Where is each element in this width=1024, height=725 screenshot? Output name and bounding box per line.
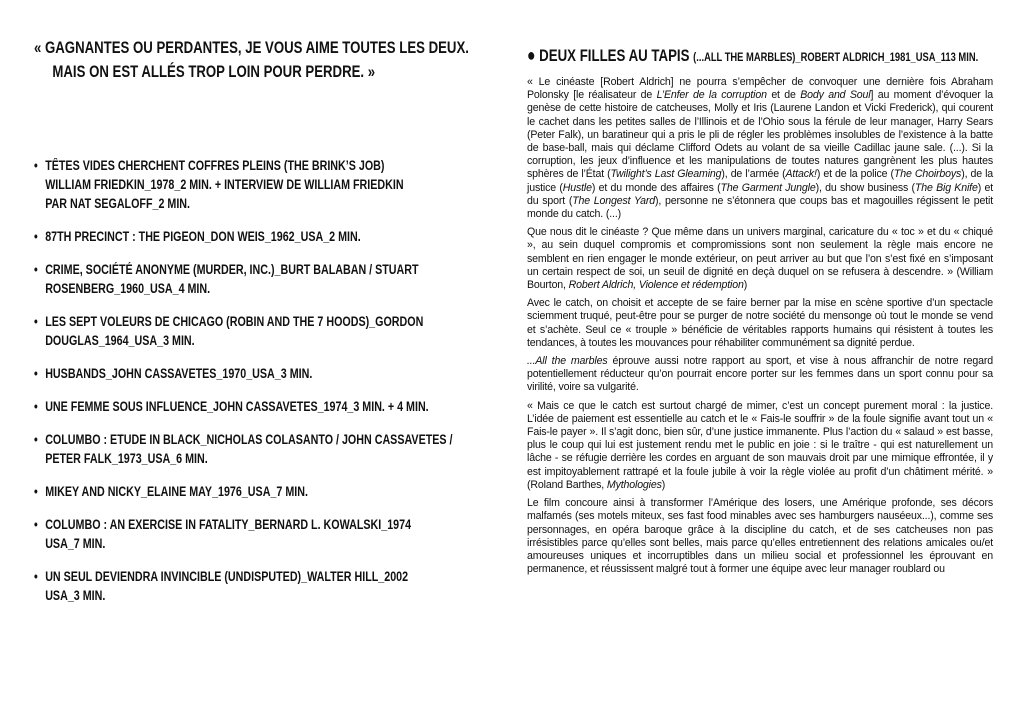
paragraph-4 [527, 355, 993, 395]
paragraph-5 [527, 400, 993, 492]
bullet-icon: • [34, 229, 38, 244]
right-column [527, 44, 993, 581]
bullet-icon: • [34, 366, 38, 381]
film-list-item [34, 515, 517, 553]
text: ), de l’armée ( [721, 168, 786, 181]
feature-title-main: DEUX FILLES AU TAPIS [539, 46, 690, 65]
film-title: L’Enfer de la corruption [656, 89, 767, 102]
book-title: Mythologies [606, 478, 662, 491]
film-line: CRIME, SOCIÉTÉ ANONYME (MURDER, INC.)_BURT BALABAN / STUART [45, 262, 419, 277]
film-line: DOUGLAS_1964_USA_3 MIN. [45, 333, 195, 348]
text: ), du show business ( [815, 181, 915, 194]
film-title: Twilight’s Last Gleaming [610, 168, 722, 181]
quote-line-1: « GAGNANTES OU PERDANTES, JE VOUS AIME TOUTES LES DEUX. [34, 39, 469, 57]
text: éprouve aussi notre rapport au sport, et vise à nous affranchir de notre regard potentiellement réducteur qu’on pourrait encore porter sur les femmes dans un sport connu pour sa virilité, voire sa vulgarité. [527, 355, 993, 394]
paragraph-3: Avec le catch, on choisit et accepte de se faire berner par la mise en scène sportive d’un spectacle sciemment truqué, peut-être pour se purger de notre société du mensonge où tout le monde se vend et s’achète. Seul ce « trouple » bénéficie de véritables rapports humains qui résistent à toutes les tendances, à toutes les mouvances pour réhabiliter communément sa dignité perdue. [527, 297, 993, 349]
film-line: COLUMBO : AN EXERCISE IN FATALITY_BERNARD L. KOWALSKI_1974 [45, 517, 412, 532]
bullet-icon: • [34, 517, 38, 532]
film-list-item [34, 397, 517, 416]
quote-line-2: MAIS ON EST ALLÉS TROP LOIN POUR PERDRE. » [52, 63, 376, 81]
film-list-item [34, 567, 517, 605]
text: Que nous dit le cinéaste ? Que même dans un univers marginal, caricature du « toc » et du « chiqué », au sein duquel compromis et compromissions sont non seulement la règle mais encore ne semblent en rien engager le monde extérieur, on peut arriver au but que l’on s’est fixé en s’imposant un certain respect de soi, un seuil de dignité en deçà duquel on se refusera à descendre. » (William Bourton, [527, 226, 993, 292]
paragraph-1 [527, 76, 993, 221]
bullet-icon: • [34, 158, 38, 173]
film-list-item [34, 364, 517, 383]
text: ) [661, 478, 666, 491]
film-line: COLUMBO : ETUDE IN BLACK_NICHOLAS COLASANTO / JOHN CASSAVETES / [45, 432, 453, 447]
paragraph-2 [527, 226, 993, 292]
bullet-icon: • [34, 399, 38, 414]
film-title: Body and Soul [800, 89, 871, 102]
text: ) [743, 279, 748, 292]
film-list-item [34, 227, 517, 246]
paragraph-6: Le film concoure ainsi à transformer l’Amérique des losers, une Amérique profonde, ses décors malfamés (ses motels miteux, ses fast food minables avec ses hamburgers nauséeux...), comme ses personnages, en opéra baroque grâce à la discipline du catch, et de ses catcheuses non pas irrésistibles parce qu’elles sont belles, mais parce qu’elles entretiennent des relations amicales ou/et amoureuses uniques et incorruptibles dans un milieu social et professionnel les éprouvant en permanence, et réussissent malgré tout à former une équipe avec leur manager roublard ou [527, 497, 993, 576]
text: ) et du monde des affaires ( [591, 181, 721, 194]
text: ] au moment d’évoquer la genèse de cette histoire de catcheuses, Molly et Iris (Laurene Landon et Vicki Frederick), qui courent le cachet dans les petites salles de l’Illinois et de l’Ohio sous la férule de leur manager, Harry Sears (Peter Falk), un baratineur qui a pris le pli de régler les problèmes insolubles de l’existence à la batte de base-ball, mais qui déclame Clifford Odets au volant de sa vieille Cadillac jaune sale. (...). Si la corruption, les jeux d’influence et les manipulations de toutes natures gangrènent les plus hautes sphères de l’État ( [527, 89, 994, 181]
film-list-item [34, 156, 517, 213]
text: « Mais ce que le catch est surtout chargé de mimer, c’est un concept purement moral : la justice. L’idée de paiement est essentielle au catch et le « Fais-le souffrir » de la foule signifie avant tout un « Fais-le payer ». Il s’agit donc, bien sûr, d’une justice immanente. Plus l’action du « salaud » est basse, plus le coup qui lui est justement rendu met le public en joie : si le traître - qui est naturellement un lâche - se réfugie derrière les cordes en arguant de son mauvais droit par une mimique effrontée, il y est impitoyablement rattrapé et la foule jubile à voir la règle violée au profit d’un châtiment mérité. » (Roland Barthes, [527, 399, 993, 491]
film-title: ...All the marbles [527, 355, 608, 368]
film-line: 87TH PRECINCT : THE PIGEON_DON WEIS_1962_USA_2 MIN. [45, 229, 361, 244]
film-title: The Longest Yard [572, 194, 656, 207]
text: « Le cinéaste [Robert Aldrich] ne pourra s’empêcher de convoquer une dernière fois Abraham Polonsky [le réalisateur de [527, 76, 993, 102]
film-line: UNE FEMME SOUS INFLUENCE_JOHN CASSAVETES_1974_3 MIN. + 4 MIN. [45, 399, 429, 414]
bullet-icon: • [34, 262, 38, 277]
feature-title [527, 44, 995, 68]
film-title: The Choirboys [893, 168, 962, 181]
bullet-icon: • [34, 484, 38, 499]
film-title: Attack! [785, 168, 817, 181]
text: et de [766, 89, 801, 102]
film-list [34, 156, 504, 605]
film-title: The Big Knife [914, 181, 978, 194]
book-title: Robert Aldrich, Violence et rédemption [568, 279, 744, 292]
film-title: The Garment Jungle [720, 181, 816, 194]
bullet-icon: • [34, 569, 38, 584]
film-line: ROSENBERG_1960_USA_4 MIN. [45, 281, 211, 296]
bullet-icon: ● [527, 45, 536, 65]
film-list-item [34, 260, 517, 298]
film-line: MIKEY AND NICKY_ELAINE MAY_1976_USA_7 MIN. [45, 484, 308, 499]
text: ) et de la police ( [816, 168, 894, 181]
film-line: PAR NAT SEGALOFF_2 MIN. [45, 196, 191, 211]
film-line: PETER FALK_1973_USA_6 MIN. [45, 451, 208, 466]
text: ) et du sport ( [527, 181, 994, 207]
film-line: HUSBANDS_JOHN CASSAVETES_1970_USA_3 MIN. [45, 366, 313, 381]
text: ), de la justice ( [527, 168, 994, 194]
left-column [34, 36, 502, 84]
film-list-item [34, 312, 517, 350]
bullet-icon: • [34, 314, 38, 329]
film-line: WILLIAM FRIEDKIN_1978_2 MIN. + INTERVIEW DE WILLIAM FRIEDKIN [45, 177, 404, 192]
film-title: Hustle [562, 181, 592, 194]
film-line: TÊTES VIDES CHERCHENT COFFRES PLEINS (THE BRINK’S JOB) [45, 158, 385, 173]
film-list-item [34, 430, 517, 468]
film-line: UN SEUL DEVIENDRA INVINCIBLE (UNDISPUTED)_WALTER HILL_2002 [45, 569, 409, 584]
film-list-item [34, 482, 517, 501]
film-line: USA_3 MIN. [45, 588, 106, 603]
pull-quote [34, 36, 502, 84]
film-line: LES SEPT VOLEURS DE CHICAGO (ROBIN AND THE 7 HOODS)_GORDON [45, 314, 424, 329]
text: ), personne ne s’étonnera que coups bas et magouilles régissent le petit monde du catch. (...) [527, 194, 994, 221]
film-line: USA_7 MIN. [45, 536, 106, 551]
bullet-icon: • [34, 432, 38, 447]
feature-title-sub: (...ALL THE MARBLES)_ROBERT ALDRICH_1981_USA_113 MIN. [693, 50, 979, 64]
